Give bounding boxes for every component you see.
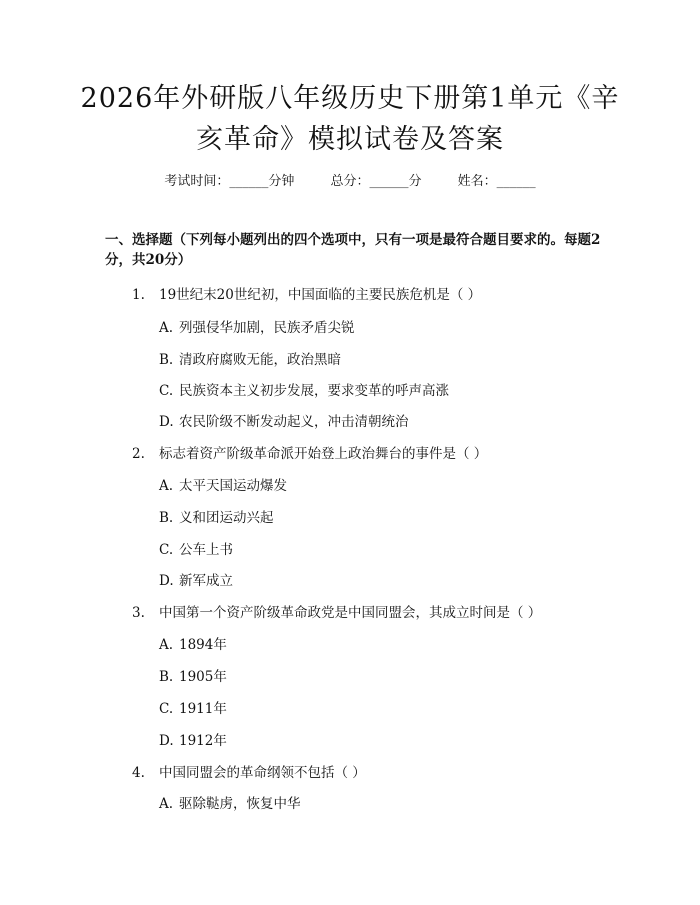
- option-letter: C.: [159, 701, 174, 717]
- question-4: [132, 761, 366, 781]
- document-title: 2026年外研版八年级历史下册第1单元《辛亥革命》模拟试卷及答案: [80, 83, 620, 155]
- question-text: 标志着资产阶级革命派开始登上政治舞台的事件是（ ）: [159, 446, 488, 462]
- question-number: 2.: [132, 446, 145, 462]
- option-text: 1905年: [179, 669, 227, 685]
- question-number: 1.: [132, 287, 145, 303]
- option-letter: A.: [159, 796, 174, 812]
- option-text: 1912年: [179, 733, 227, 749]
- option-text: 新军成立: [179, 573, 233, 589]
- question-1-option-b: [159, 348, 341, 368]
- question-1: [132, 283, 481, 303]
- option-letter: D.: [159, 573, 174, 589]
- question-2-option-b: [159, 506, 274, 526]
- option-text: 清政府腐败无能，政治黑暗: [179, 352, 341, 368]
- question-3-option-c: [159, 697, 227, 717]
- question-3-option-b: [159, 665, 227, 685]
- option-text: 民族资本主义初步发展，要求变革的呼声高涨: [179, 383, 449, 399]
- exam-meta-line: [0, 170, 700, 189]
- section-heading-choice: 一、选择题（下列每小题列出的四个选项中，只有一项是最符合题目要求的。每题2分，共20分）: [105, 232, 601, 268]
- exam-time-blank: ______: [229, 174, 269, 189]
- option-text: 农民阶级不断发动起义，冲击清朝统治: [179, 414, 409, 430]
- total-score-field: [330, 174, 421, 189]
- option-text: 太平天国运动爆发: [179, 478, 287, 494]
- option-text: 驱除鞑虏，恢复中华: [179, 796, 301, 812]
- student-name-label: 姓名：: [457, 174, 497, 189]
- exam-time-field: [164, 174, 294, 189]
- exam-time-unit: 分钟: [268, 174, 295, 189]
- total-score-blank: ______: [369, 174, 409, 189]
- question-1-option-d: [159, 410, 409, 430]
- total-score-label: 总分：: [330, 174, 370, 189]
- question-text: 中国同盟会的革命纲领不包括（ ）: [159, 765, 366, 781]
- question-3: [132, 601, 541, 621]
- option-text: 1894年: [179, 637, 227, 653]
- student-name-blank: ______: [496, 174, 536, 189]
- question-2-option-a: [159, 474, 287, 494]
- option-letter: B.: [159, 352, 174, 368]
- question-number: 4.: [132, 765, 145, 781]
- exam-time-label: 考试时间：: [164, 174, 230, 189]
- student-name-field: [458, 174, 536, 189]
- question-3-option-a: [159, 633, 227, 653]
- question-number: 3.: [132, 605, 145, 621]
- question-1-option-a: [159, 316, 355, 336]
- option-text: 义和团运动兴起: [179, 510, 274, 526]
- question-2-option-c: [159, 538, 233, 558]
- option-letter: C.: [159, 542, 174, 558]
- option-letter: A.: [159, 637, 174, 653]
- option-letter: A.: [159, 478, 174, 494]
- option-letter: D.: [159, 414, 174, 430]
- question-text: 19世纪末20世纪初，中国面临的主要民族危机是（ ）: [159, 287, 482, 303]
- total-score-unit: 分: [408, 174, 422, 189]
- question-2-option-d: [159, 569, 233, 589]
- option-letter: A.: [159, 320, 174, 336]
- option-letter: B.: [159, 510, 174, 526]
- question-3-option-d: [159, 729, 227, 749]
- question-1-option-c: [159, 379, 449, 399]
- option-letter: B.: [159, 669, 174, 685]
- option-text: 列强侵华加剧，民族矛盾尖锐: [179, 320, 355, 336]
- option-text: 公车上书: [179, 542, 233, 558]
- question-2: [132, 442, 487, 462]
- option-text: 1911年: [179, 701, 227, 717]
- question-text: 中国第一个资产阶级革命政党是中国同盟会，其成立时间是（ ）: [159, 605, 542, 621]
- option-letter: D.: [159, 733, 174, 749]
- question-4-option-a: [159, 792, 301, 812]
- option-letter: C.: [159, 383, 174, 399]
